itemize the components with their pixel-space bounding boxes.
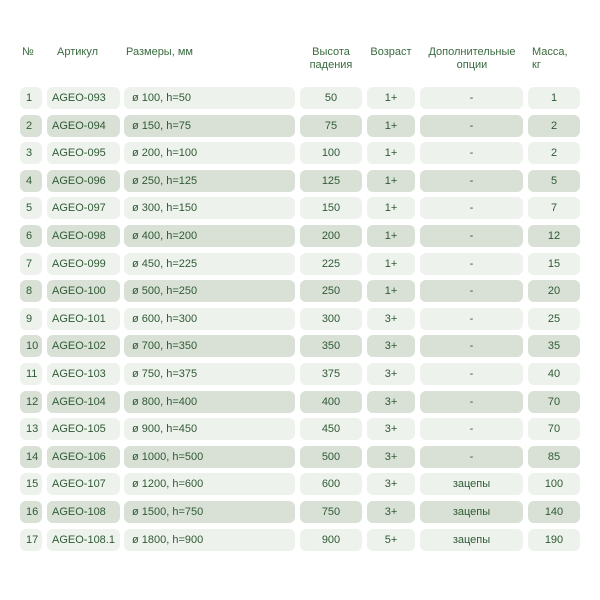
cell-size: ø 1800, h=900 xyxy=(124,529,295,551)
cell-options: - xyxy=(420,280,523,302)
cell-height: 750 xyxy=(300,501,362,523)
header-height xyxy=(300,46,362,76)
cell-num: 13 xyxy=(20,418,42,440)
cell-options: зацепы xyxy=(420,529,523,551)
cell-height: 75 xyxy=(300,115,362,137)
cell-options: - xyxy=(420,391,523,413)
cell-age: 3+ xyxy=(367,446,415,468)
table-row xyxy=(0,391,600,413)
cell-mass: 100 xyxy=(528,473,580,495)
table-row xyxy=(0,253,600,275)
table-row xyxy=(0,225,600,247)
table-row xyxy=(0,501,600,523)
cell-num: 16 xyxy=(20,501,42,523)
cell-age: 1+ xyxy=(367,280,415,302)
cell-options: - xyxy=(420,363,523,385)
cell-mass: 70 xyxy=(528,418,580,440)
cell-age: 1+ xyxy=(367,253,415,275)
cell-age: 3+ xyxy=(367,391,415,413)
cell-num: 2 xyxy=(20,115,42,137)
header-mass-line2: кг xyxy=(532,59,541,71)
cell-article: AGEO-094 xyxy=(47,115,120,137)
cell-article: AGEO-095 xyxy=(47,142,120,164)
cell-article: AGEO-098 xyxy=(47,225,120,247)
cell-options: - xyxy=(420,253,523,275)
cell-height: 150 xyxy=(300,197,362,219)
cell-size: ø 750, h=375 xyxy=(124,363,295,385)
table-row xyxy=(0,473,600,495)
cell-mass: 2 xyxy=(528,142,580,164)
cell-num: 6 xyxy=(20,225,42,247)
cell-options: - xyxy=(420,446,523,468)
cell-mass: 12 xyxy=(528,225,580,247)
table-row xyxy=(0,308,600,330)
cell-num: 9 xyxy=(20,308,42,330)
cell-age: 1+ xyxy=(367,142,415,164)
cell-options: - xyxy=(420,87,523,109)
cell-article: AGEO-100 xyxy=(47,280,120,302)
cell-size: ø 1200, h=600 xyxy=(124,473,295,495)
cell-article: AGEO-105 xyxy=(47,418,120,440)
cell-options: зацепы xyxy=(420,501,523,523)
cell-age: 1+ xyxy=(367,115,415,137)
cell-size: ø 250, h=125 xyxy=(124,170,295,192)
cell-mass: 190 xyxy=(528,529,580,551)
table-row xyxy=(0,418,600,440)
cell-height: 200 xyxy=(300,225,362,247)
cell-num: 7 xyxy=(20,253,42,275)
cell-options: - xyxy=(420,308,523,330)
cell-size: ø 800, h=400 xyxy=(124,391,295,413)
header-options xyxy=(418,46,526,76)
cell-age: 1+ xyxy=(367,197,415,219)
cell-height: 350 xyxy=(300,335,362,357)
cell-height: 250 xyxy=(300,280,362,302)
cell-size: ø 150, h=75 xyxy=(124,115,295,137)
cell-age: 1+ xyxy=(367,170,415,192)
cell-article: AGEO-108.1 xyxy=(47,529,120,551)
cell-mass: 2 xyxy=(528,115,580,137)
cell-size: ø 300, h=150 xyxy=(124,197,295,219)
header-article: Артикул xyxy=(57,46,99,58)
cell-num: 8 xyxy=(20,280,42,302)
cell-options: зацепы xyxy=(420,473,523,495)
cell-age: 3+ xyxy=(367,363,415,385)
header-size: Размеры, мм xyxy=(126,46,193,58)
cell-mass: 85 xyxy=(528,446,580,468)
cell-article: AGEO-099 xyxy=(47,253,120,275)
cell-age: 3+ xyxy=(367,308,415,330)
cell-size: ø 450, h=225 xyxy=(124,253,295,275)
cell-article: AGEO-107 xyxy=(47,473,120,495)
header-mass-line1: Масса, xyxy=(532,46,568,58)
header-age: Возраст xyxy=(370,46,412,58)
cell-height: 900 xyxy=(300,529,362,551)
cell-size: ø 700, h=350 xyxy=(124,335,295,357)
cell-height: 400 xyxy=(300,391,362,413)
table-row xyxy=(0,335,600,357)
cell-options: - xyxy=(420,225,523,247)
cell-height: 600 xyxy=(300,473,362,495)
cell-size: ø 100, h=50 xyxy=(124,87,295,109)
cell-mass: 25 xyxy=(528,308,580,330)
cell-article: AGEO-101 xyxy=(47,308,120,330)
table-row xyxy=(0,170,600,192)
cell-mass: 5 xyxy=(528,170,580,192)
cell-mass: 7 xyxy=(528,197,580,219)
cell-num: 12 xyxy=(20,391,42,413)
cell-height: 450 xyxy=(300,418,362,440)
header-options-line1: Дополнительные xyxy=(428,46,516,58)
cell-age: 1+ xyxy=(367,87,415,109)
cell-age: 5+ xyxy=(367,529,415,551)
cell-height: 500 xyxy=(300,446,362,468)
cell-age: 3+ xyxy=(367,418,415,440)
cell-age: 3+ xyxy=(367,501,415,523)
cell-article: AGEO-093 xyxy=(47,87,120,109)
cell-size: ø 900, h=450 xyxy=(124,418,295,440)
cell-mass: 20 xyxy=(528,280,580,302)
cell-height: 225 xyxy=(300,253,362,275)
cell-mass: 70 xyxy=(528,391,580,413)
table-row xyxy=(0,280,600,302)
cell-num: 14 xyxy=(20,446,42,468)
table-row xyxy=(0,446,600,468)
cell-height: 375 xyxy=(300,363,362,385)
cell-mass: 40 xyxy=(528,363,580,385)
cell-article: AGEO-106 xyxy=(47,446,120,468)
cell-num: 4 xyxy=(20,170,42,192)
cell-size: ø 1000, h=500 xyxy=(124,446,295,468)
cell-num: 17 xyxy=(20,529,42,551)
header-num: № xyxy=(22,46,34,58)
cell-num: 3 xyxy=(20,142,42,164)
cell-size: ø 1500, h=750 xyxy=(124,501,295,523)
cell-options: - xyxy=(420,142,523,164)
cell-article: AGEO-102 xyxy=(47,335,120,357)
table-row xyxy=(0,529,600,551)
cell-size: ø 200, h=100 xyxy=(124,142,295,164)
cell-height: 100 xyxy=(300,142,362,164)
cell-article: AGEO-103 xyxy=(47,363,120,385)
cell-article: AGEO-108 xyxy=(47,501,120,523)
cell-mass: 140 xyxy=(528,501,580,523)
header-mass xyxy=(532,46,588,76)
cell-height: 50 xyxy=(300,87,362,109)
cell-num: 11 xyxy=(20,363,42,385)
table-row xyxy=(0,197,600,219)
cell-size: ø 500, h=250 xyxy=(124,280,295,302)
cell-height: 125 xyxy=(300,170,362,192)
cell-num: 1 xyxy=(20,87,42,109)
cell-article: AGEO-096 xyxy=(47,170,120,192)
header-options-line2: опции xyxy=(456,59,488,71)
cell-size: ø 400, h=200 xyxy=(124,225,295,247)
table-row xyxy=(0,87,600,109)
cell-height: 300 xyxy=(300,308,362,330)
header-height-line2: падения xyxy=(309,59,353,71)
cell-size: ø 600, h=300 xyxy=(124,308,295,330)
cell-age: 1+ xyxy=(367,225,415,247)
cell-options: - xyxy=(420,418,523,440)
cell-mass: 15 xyxy=(528,253,580,275)
table-row xyxy=(0,115,600,137)
cell-options: - xyxy=(420,115,523,137)
cell-mass: 35 xyxy=(528,335,580,357)
cell-age: 3+ xyxy=(367,473,415,495)
table-row xyxy=(0,142,600,164)
cell-article: AGEO-097 xyxy=(47,197,120,219)
cell-options: - xyxy=(420,335,523,357)
cell-age: 3+ xyxy=(367,335,415,357)
cell-options: - xyxy=(420,170,523,192)
cell-mass: 1 xyxy=(528,87,580,109)
cell-num: 15 xyxy=(20,473,42,495)
table-row xyxy=(0,363,600,385)
cell-options: - xyxy=(420,197,523,219)
cell-num: 10 xyxy=(20,335,42,357)
cell-num: 5 xyxy=(20,197,42,219)
cell-article: AGEO-104 xyxy=(47,391,120,413)
header-height-line1: Высота xyxy=(312,46,350,58)
